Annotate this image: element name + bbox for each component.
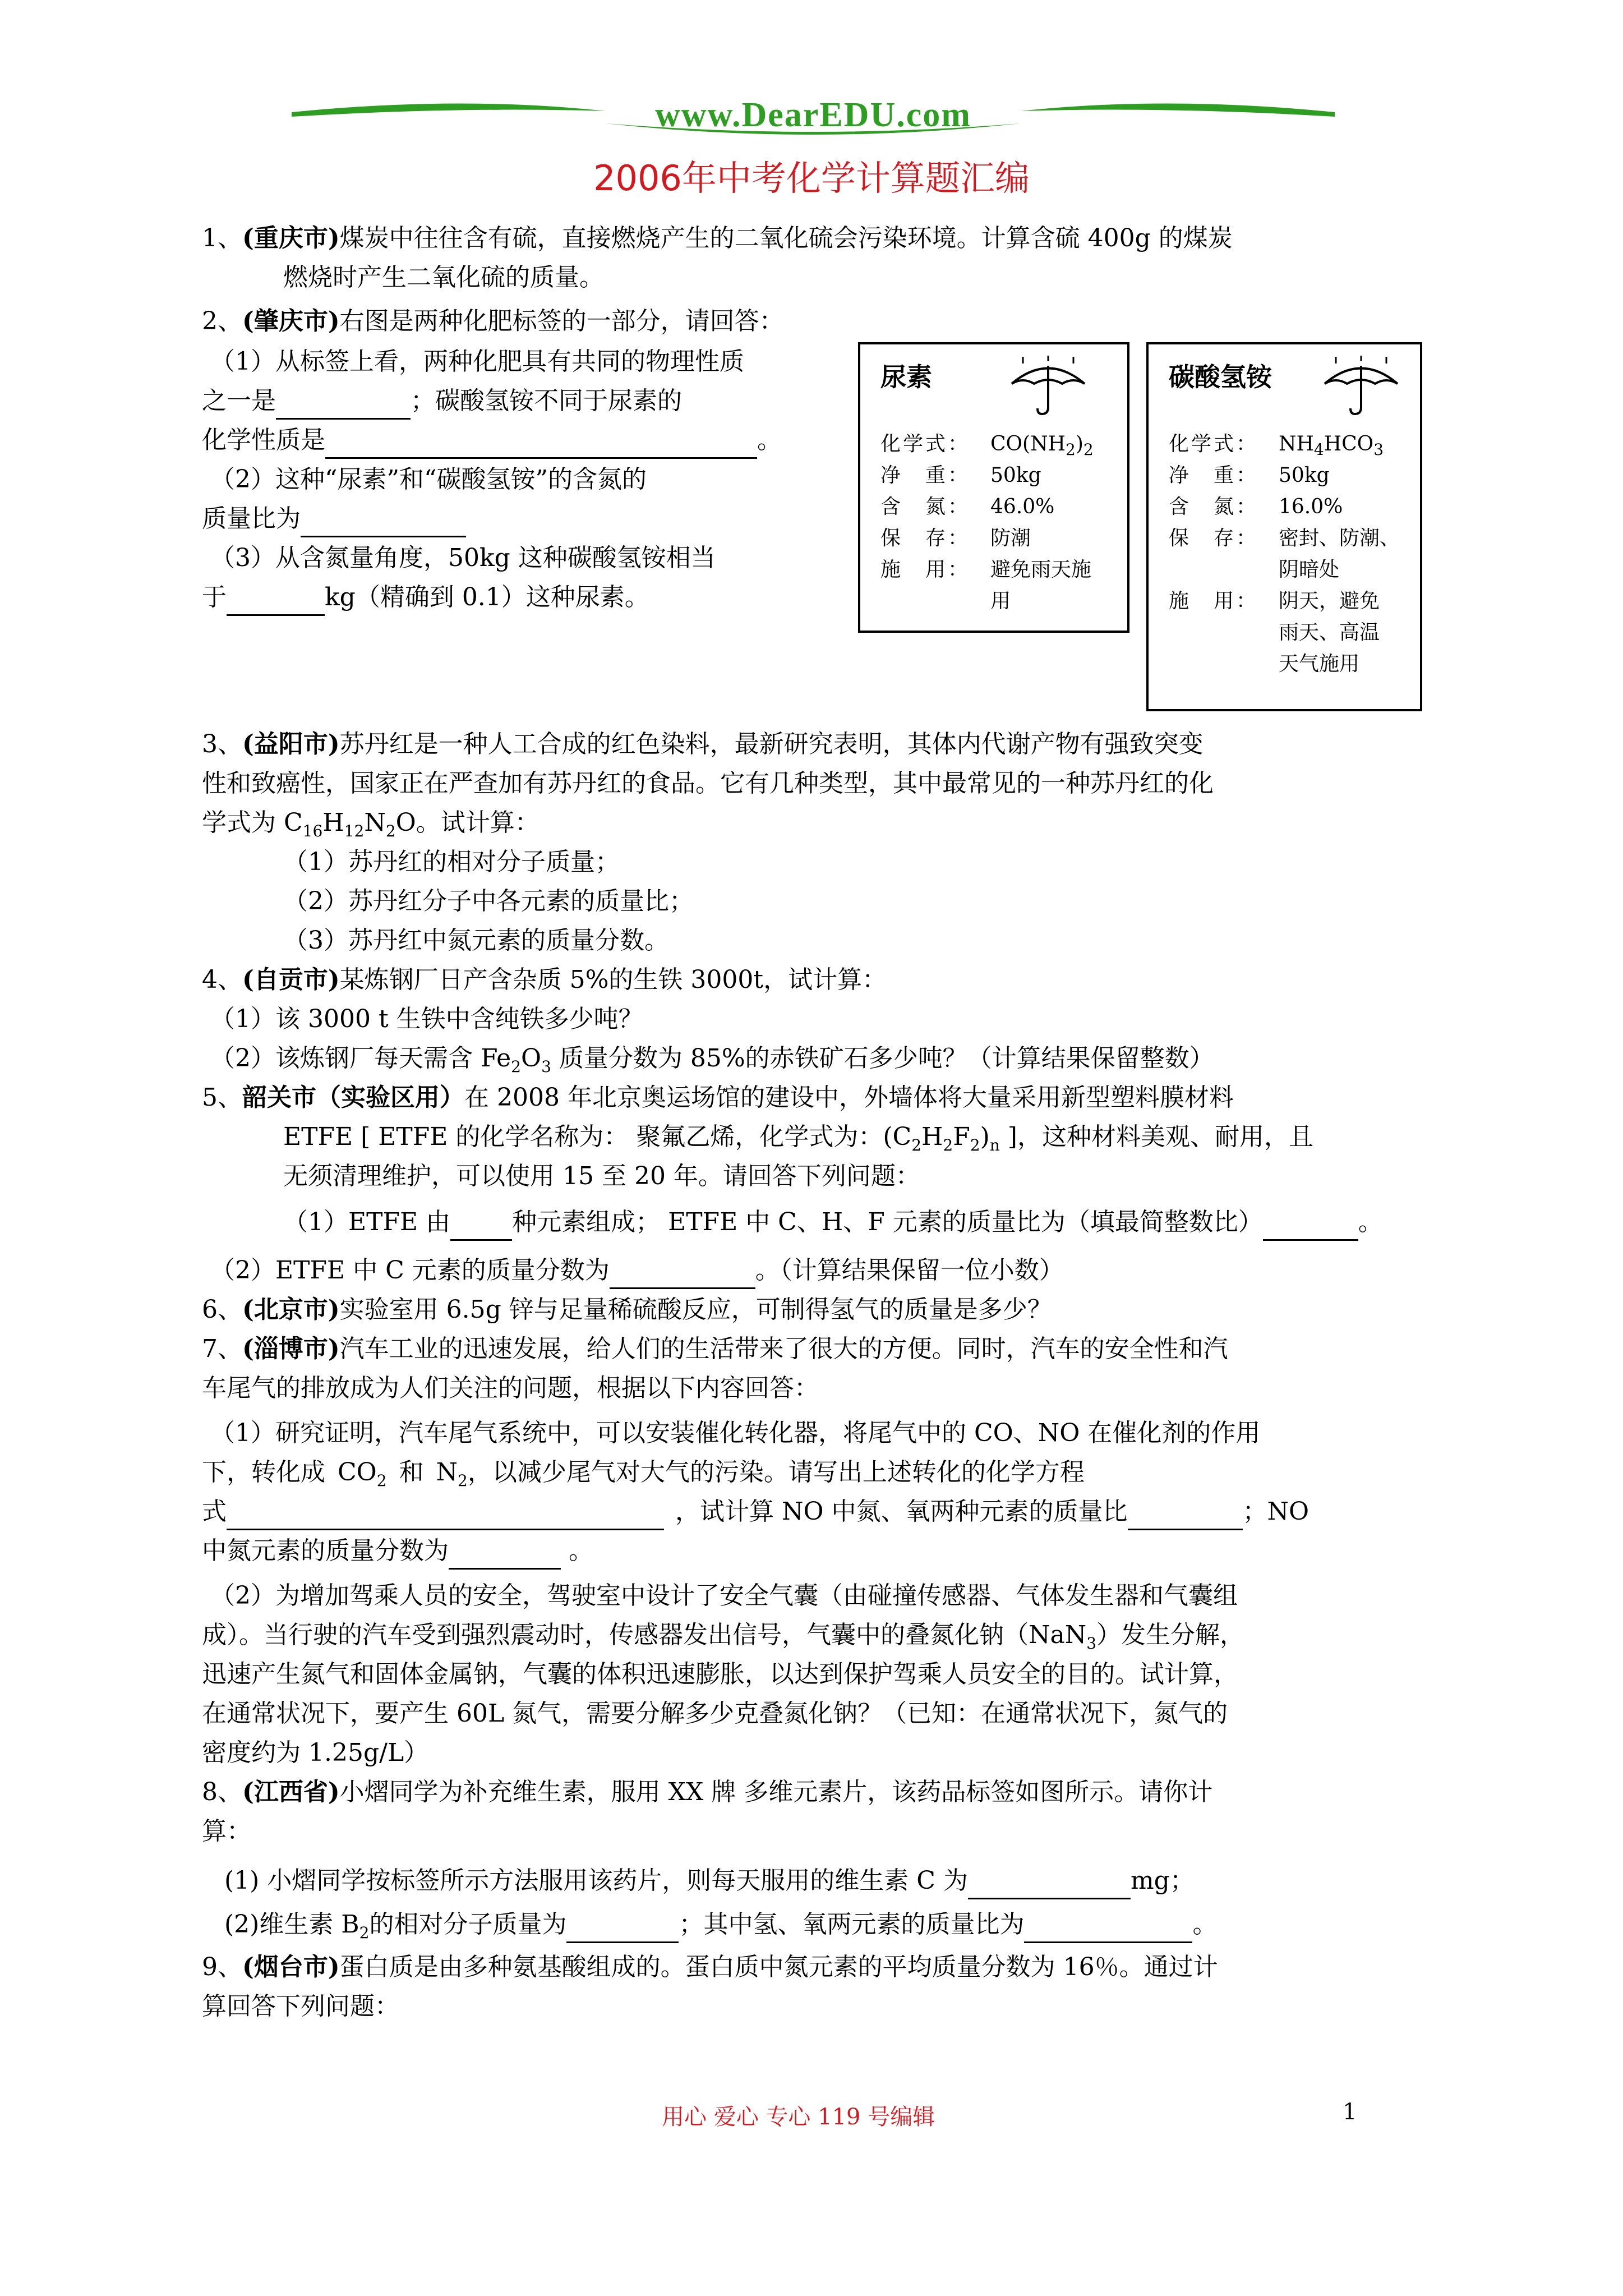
q3-line2: 性和致癌性，国家正在严查加有苏丹红的食品。它有几种类型，其中最常见的一种苏丹红的化 (202, 769, 1214, 798)
site-banner (292, 84, 1335, 151)
q2-s1a: （1）从标签上看，两种化肥具有共同的物理性质 (210, 347, 744, 376)
q3-s1: （1）苏丹红的相对分子质量； (283, 848, 620, 876)
urea-formula: 化学式： $CO(NH_2)_2$ (880, 432, 1094, 459)
answer-blank[interactable] (566, 1916, 679, 1943)
q5-line3: 无须清理维护，可以使用 15 至 20 年。请回答下列问题： (283, 1162, 920, 1190)
q9-line1: 9、(烟台市)蛋白质是由多种氨基酸组成的。蛋白质中氮元素的平均质量分数为 16％。通过计 (202, 1953, 1218, 1981)
urea-nitrogen: 含 氮： 46.0% (880, 495, 1055, 518)
urea-label-title: 尿素 (880, 362, 932, 392)
abc-usage-cont1: 雨天、高温 (1279, 621, 1380, 644)
umbrella-icon (1006, 356, 1090, 417)
q3-s2: （2）苏丹红分子中各元素的质量比； (283, 887, 694, 915)
abc-formula: 化学式： $NH_4HCO_3$ (1169, 432, 1384, 459)
page-title: 2006年中考化学计算题汇编 (593, 158, 1030, 199)
answer-blank[interactable] (227, 588, 325, 616)
q2-s2b: 质量比为 (202, 500, 466, 537)
urea-usage-cont: 用 (990, 590, 1011, 613)
q4-intro: 4、(自贡市)某炼钢厂日产含杂质 5%的生铁 3000t，试计算： (202, 965, 887, 994)
answer-blank[interactable] (325, 431, 757, 459)
q6-text: 6、(北京市)实验室用 6.5g 锌与足量稀硫酸反应，可制得氢气的质量是多少？ (202, 1295, 1052, 1324)
q7-p1c: 式 ，试计算 NO 中氮、氧两种元素的质量比 ；NO (202, 1493, 1309, 1530)
q8-line1: 8、(江西省)小熠同学为补充维生素，服用 XX 牌 多维元素片，该药品标签如图所示。请你计 (202, 1778, 1213, 1806)
q3-s3: （3）苏丹红中氮元素的质量分数。 (283, 926, 669, 955)
q8-line2: 算： (202, 1817, 251, 1846)
q7-p2b: 成）。当行驶的汽车受到强烈震动时，传感器发出信号，气囊中的叠氮化钠（NaN$_3$）发生分解， (202, 1621, 1245, 1653)
q2-s1b: 之一是 ；碳酸氢铵不同于尿素的 (202, 383, 682, 420)
q7-p2a: （2）为增加驾乘人员的安全，驾驶室中设计了安全气囊（由碰撞传感器、气体发生器和气囊组 (210, 1581, 1238, 1610)
q8-s1: (1) 小熠同学按标签所示方法服用该药片，则每天服用的维生素 C 为 mg； (224, 1862, 1195, 1899)
answer-blank[interactable] (610, 1262, 755, 1289)
abc-storage: 保 存： 密封、防潮、 (1169, 527, 1400, 550)
q7-p1d: 中氮元素的质量分数为 。 (202, 1533, 593, 1570)
q5-s2: （2）ETFE 中 C 元素的质量分数为 。（计算结果保留一位小数） (210, 1252, 1064, 1289)
answer-blank[interactable] (968, 1872, 1131, 1899)
page-number: 1 (1343, 2099, 1357, 2125)
q3-line3: 学式为 $C_{16}H_{12}N_2O$。试计算： (202, 808, 540, 840)
abc-weight: 净 重： 50kg (1169, 464, 1330, 487)
answer-blank[interactable] (227, 1503, 664, 1530)
q2-intro: 2、(肇庆市)右图是两种化肥标签的一部分，请回答： (202, 307, 784, 335)
q7-line1: 7、(淄博市)汽车工业的迅速发展，给人们的生活带来了很大的方便。同时，汽车的安全性和汽 (202, 1335, 1228, 1363)
answer-blank[interactable] (276, 392, 411, 420)
q2-s2a: （2）这种“尿素”和“碳酸氢铵”的含氮的 (210, 465, 647, 494)
urea-label (858, 342, 1129, 633)
q3-line1: 3、(益阳市)苏丹红是一种人工合成的红色染料，最新研究表明，其体内代谢产物有强致突变 (202, 730, 1204, 758)
answer-blank[interactable] (449, 1542, 561, 1570)
abc-nitrogen: 含 氮： 16.0% (1169, 495, 1343, 518)
abc-label-title: 碳酸氢铵 (1169, 362, 1272, 392)
q9-line2: 算回答下列问题： (202, 1992, 399, 2021)
abc-usage-cont2: 天气施用 (1279, 652, 1360, 675)
footer-text: 用心 爱心 专心 119 号编辑 (662, 2104, 935, 2130)
answer-blank[interactable] (301, 510, 466, 537)
urea-weight: 净 重： 50kg (880, 464, 1041, 487)
q7-p1b: 下，转化成 $CO_2$ 和 $N_2$，以减少尾气对大气的污染。请写出上述转化的化学方程 (202, 1458, 1085, 1490)
q4-s1: （1）该 3000 t 生铁中含纯铁多少吨？ (210, 1005, 643, 1033)
answer-blank[interactable] (1128, 1503, 1243, 1530)
q5-line2: ETFE [ ETFE 的化学名称为： 聚氟乙烯，化学式为：$(C_2H_2F_2)_n$ ]，这种材料美观、耐用，且 (283, 1122, 1313, 1154)
q2-s3a: （3）从含氮量角度，50kg 这种碳酸氢铵相当 (210, 544, 716, 572)
q7-p2e: 密度约为 1.25g/L） (202, 1738, 429, 1767)
abc-usage: 施 用： 阴天，避免 (1169, 590, 1380, 613)
q7-p2d: 在通常状况下，要产生 60L 氮气，需要分解多少克叠氮化钠？（已知：在通常状况下，氮气的 (202, 1699, 1228, 1728)
q8-s2: (2)维生素 $B_2$的相对分子质量为 ；其中氢、氧两元素的质量比为 。 (224, 1906, 1217, 1943)
ammonium-bicarbonate-label (1146, 342, 1422, 711)
urea-storage: 保 存： 防潮 (880, 527, 1031, 550)
q1-line2: 燃烧时产生二氧化硫的质量。 (283, 263, 604, 292)
site-url: www.DearEDU.com (655, 96, 971, 134)
q5-s1: （1）ETFE 由 种元素组成； ETFE 中 C、H、F 元素的质量比为（填最简整数比） 。 (283, 1204, 1383, 1241)
answer-blank[interactable] (450, 1213, 512, 1241)
q4-s2: （2）该炼钢厂每天需含 $Fe_2O_3$ 质量分数为 85%的赤铁矿石多少吨？（计算结果保留整数） (210, 1044, 1214, 1076)
q2-s3b: 于 kg（精确到 0.1）这种尿素。 (202, 579, 649, 616)
q5-line1: 5、韶关市（实验区用）在 2008 年北京奥运场馆的建设中，外墙体将大量采用新型塑料膜材料 (202, 1083, 1234, 1112)
abc-storage-cont: 阴暗处 (1279, 558, 1340, 581)
q2-s1c: 化学性质是 。 (202, 422, 782, 459)
answer-blank[interactable] (1263, 1213, 1358, 1241)
urea-usage: 施 用： 避免雨天施 (880, 558, 1092, 581)
q7-p2c: 迅速产生氮气和固体金属钠，气囊的体积迅速膨胀，以达到保护驾乘人员安全的目的。试计算， (202, 1660, 1238, 1688)
q7-p1a: （1）研究证明，汽车尾气系统中，可以安装催化转化器，将尾气中的 CO、NO 在催化剂的作用 (210, 1419, 1261, 1447)
q7-line2: 车尾气的排放成为人们关注的问题，根据以下内容回答： (202, 1374, 819, 1402)
umbrella-icon (1319, 356, 1403, 417)
answer-blank[interactable] (1024, 1916, 1192, 1943)
q1-line1: 1、(重庆市)煤炭中往往含有硫，直接燃烧产生的二氧化硫会污染环境。计算含硫 400g 的煤炭 (202, 224, 1233, 252)
